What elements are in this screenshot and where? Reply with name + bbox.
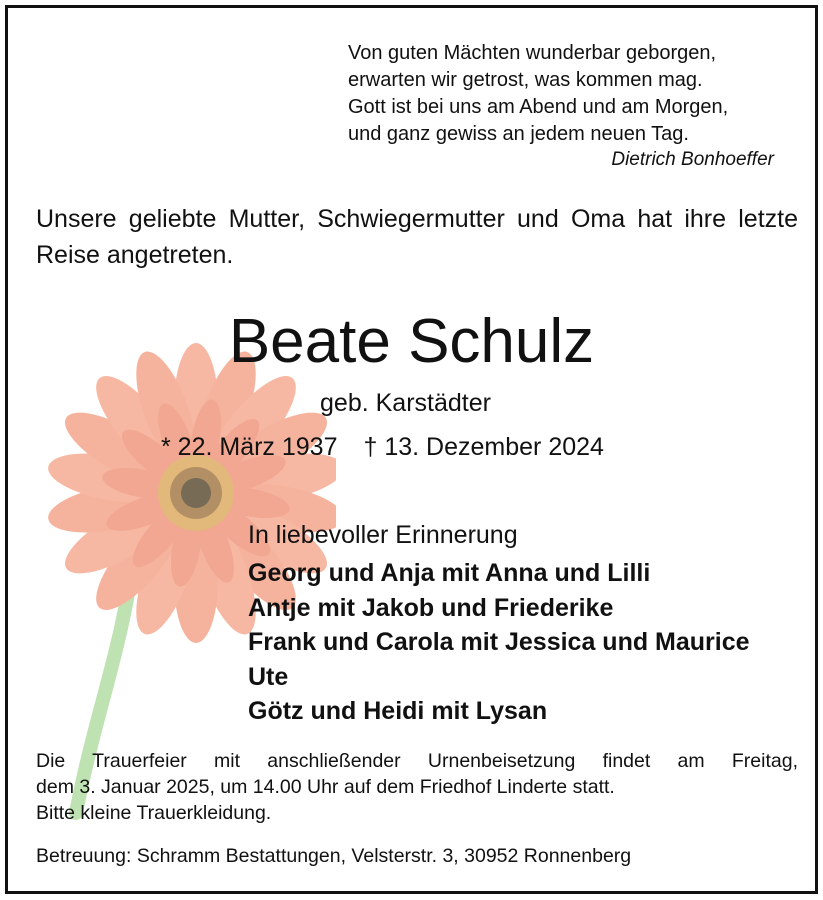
obituary-notice: [5, 5, 818, 894]
funeral-notice: [36, 748, 798, 826]
quote-line: Von guten Mächten wunderbar geborgen,: [348, 42, 717, 64]
quote-line: Gott ist bei uns am Abend und am Morgen,: [348, 96, 729, 118]
life-dates: [161, 430, 604, 464]
quote-author: Dietrich Bonhoeffer: [611, 149, 774, 170]
death-date: † 13. Dezember 2024: [363, 433, 604, 461]
birth-name: geb. Karstädter: [320, 389, 491, 417]
deceased-name: Beate Schulz: [228, 307, 595, 376]
family-member: Götz und Heidi mit Lysan: [248, 697, 548, 725]
family-list: [248, 556, 750, 729]
family-member: Ute: [248, 662, 289, 691]
family-member: Antje mit Jakob und Friederike: [248, 593, 614, 622]
family-member: Georg und Anja mit Anna und Lilli: [248, 559, 651, 587]
quote-line: und ganz gewiss an jedem neuen Tag.: [348, 123, 689, 145]
intro-text: Unsere geliebte Mutter, Schwiegermutter und Oma hat ihre letzte Reise angetreten.: [36, 205, 798, 269]
notice-line: Bitte kleine Trauerkleidung.: [36, 802, 272, 824]
notice-line: dem 3. Januar 2025, um 14.00 Uhr auf dem Friedhof Linderte statt.: [36, 776, 615, 798]
birth-date: * 22. März 1937: [161, 433, 338, 461]
family-member: Frank und Carola mit Jessica und Maurice: [248, 628, 750, 656]
funeral-service-info: Betreuung: Schramm Bestattungen, Velsterstr. 3, 30952 Ronnenberg: [36, 845, 632, 867]
memory-heading: In liebevoller Erinnerung: [248, 521, 518, 549]
notice-line: Die Trauerfeier mit anschließender Urnenbeisetzung findet am Freitag,: [36, 750, 798, 772]
bonhoeffer-quote: [348, 40, 796, 173]
quote-line: erwarten wir getrost, was kommen mag.: [348, 69, 703, 91]
